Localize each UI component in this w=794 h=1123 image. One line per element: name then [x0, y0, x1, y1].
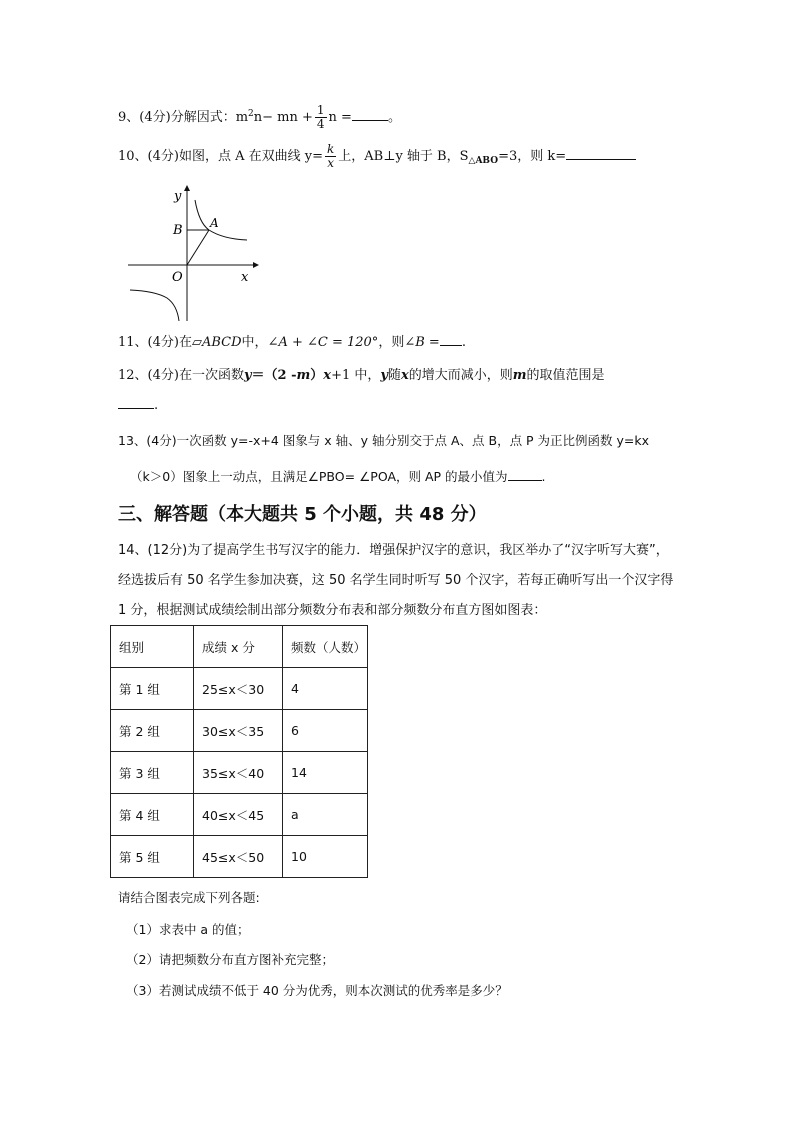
y-axis-arrow — [184, 185, 190, 191]
table-cell: 第 4 组 — [111, 794, 194, 836]
q9-number: 9、(4分) — [118, 110, 171, 125]
question-11 — [118, 331, 466, 350]
q12-text1: 在一次函数 — [178, 368, 244, 383]
section-title: 三、解答题（本大题共 5 个小题，共 48 分） — [118, 504, 487, 525]
table-cell: 4 — [283, 668, 368, 710]
table-row — [111, 710, 368, 752]
segment-oa — [187, 230, 209, 265]
q14-sub-question-2: （2）请把频数分布直方图补充完整； — [126, 952, 334, 967]
q9-fraction — [315, 104, 327, 131]
q11-answer-blank[interactable] — [440, 333, 462, 346]
q12-y2: y — [380, 368, 388, 383]
q14-prompt: 请结合图表完成下列各题: — [118, 890, 260, 905]
q12-text2: ＝（2 - — [251, 368, 297, 383]
q10-text2: 上，AB⊥y 轴于 B，S — [338, 149, 469, 164]
table-header: 频数（人数） — [283, 626, 368, 668]
table-row — [111, 668, 368, 710]
table-cell: 45≤x＜50 — [194, 836, 283, 878]
table-row — [111, 752, 368, 794]
table-cell: 30≤x＜35 — [194, 710, 283, 752]
q13-end: . — [541, 469, 546, 484]
q10-text1: 如图，点 A 在双曲线 y= — [178, 149, 323, 164]
table-cell: 第 1 组 — [111, 668, 194, 710]
q12-text3: ） — [310, 368, 324, 383]
table-row — [111, 836, 368, 878]
q10-fraction — [325, 143, 336, 170]
question-10 — [118, 143, 636, 170]
table-cell: a — [283, 794, 368, 836]
q14-text: 为了提高学生书写汉字的能力．增强保护汉字的意识，我区举办了“汉字听写大赛”，经选拔后有 50 名学生参加决赛，这 50 名学生同时听写 50 个汉字，若每正确听写出一个汉字得 1 分，根据测试成绩绘制出部分频数分布表和部分频数分布直方图如图表： — [118, 543, 674, 618]
table-row — [111, 794, 368, 836]
q11-text3: ，则 — [378, 335, 405, 350]
q12-text5: 随 — [387, 368, 401, 383]
q12-text6: 的增大而减小，则 — [408, 368, 513, 383]
q12-x: x — [323, 368, 332, 383]
q11-condition: ∠A + ∠C = 120° — [267, 335, 379, 350]
q11-end: . — [461, 335, 466, 350]
q12-text7: 的取值范围是 — [526, 368, 605, 383]
q11-parallelogram: ▱ABCD — [191, 335, 242, 350]
hyperbola-branch-1 — [195, 200, 247, 240]
q14-sub-question-1: （1）求表中 a 的值； — [126, 922, 250, 937]
q9-frac-num: 1 — [316, 103, 325, 117]
q9-expr1: m — [235, 110, 249, 125]
table-header: 组别 — [111, 626, 194, 668]
label-y: y — [174, 189, 182, 204]
q13-line2: （k＞0）图象上一动点，且满足∠PBO= ∠POA，则 AP 的最小值为 — [130, 469, 508, 484]
q12-number: 12、(4分) — [118, 368, 179, 383]
table-header-row — [111, 626, 368, 668]
q9-exponent: 2 — [248, 109, 254, 119]
table-cell: 第 5 组 — [111, 836, 194, 878]
q10-frac-den: x — [327, 156, 335, 170]
q14-sub-question-3: （3）若测试成绩不低于 40 分为优秀，则本次测试的优秀率是多少？ — [126, 983, 508, 998]
table-cell: 6 — [283, 710, 368, 752]
table-cell: 25≤x＜30 — [194, 668, 283, 710]
table-cell: 35≤x＜40 — [194, 752, 283, 794]
table-cell: 10 — [283, 836, 368, 878]
table-cell: 第 3 组 — [111, 752, 194, 794]
frequency-table — [110, 625, 368, 878]
q11-ask: ∠B = — [404, 335, 440, 350]
q12-m2: m — [512, 368, 527, 383]
label-b: B — [173, 223, 183, 238]
q11-text2: 中， — [241, 335, 268, 350]
q13-answer-blank[interactable] — [508, 468, 542, 481]
q12-answer-blank[interactable] — [118, 396, 154, 409]
q11-text1: 在 — [178, 335, 192, 350]
table-cell: 14 — [283, 752, 368, 794]
q13-line2-row — [130, 467, 546, 485]
q9-answer-blank[interactable] — [352, 108, 388, 121]
q12-m: m — [296, 368, 311, 383]
q13-line1: 一次函数 y=-x+4 图象与 x 轴、y 轴分别交于点 A、点 B，点 P 为正比例函数 y=kx — [176, 433, 650, 448]
label-x: x — [241, 270, 249, 285]
q9-expr2: n− mn + — [253, 110, 313, 125]
question-13 — [118, 431, 649, 449]
q10-subscript: △ABO — [468, 156, 499, 166]
q12-y: y — [243, 368, 252, 383]
label-a: A — [210, 216, 219, 230]
q9-expr3: n = — [328, 110, 352, 125]
table-cell: 40≤x＜45 — [194, 794, 283, 836]
table-header: 成绩 x 分 — [194, 626, 283, 668]
table-cell: 第 2 组 — [111, 710, 194, 752]
q12-end: . — [154, 398, 159, 413]
q9-frac-den: 4 — [316, 117, 325, 131]
q10-frac-num: k — [327, 142, 335, 156]
question-14 — [118, 536, 678, 626]
q10-answer-blank[interactable] — [566, 147, 636, 160]
q13-number: 13、(4分) — [118, 433, 177, 448]
q12-text4: +1 中， — [331, 368, 381, 383]
question-9 — [118, 104, 401, 131]
q9-prefix: 分解因式： — [170, 110, 236, 125]
x-axis-arrow — [253, 262, 259, 268]
q11-number: 11、(4分) — [118, 335, 179, 350]
q12-answer-line — [118, 396, 158, 413]
q10-text3: =3，则 k= — [498, 149, 567, 164]
q10-hyperbola-graph — [125, 183, 260, 323]
q10-number: 10、(4分) — [118, 149, 179, 164]
q12-x2: x — [400, 368, 409, 383]
question-12 — [118, 364, 605, 383]
q9-end: 。 — [387, 110, 401, 125]
hyperbola-branch-3 — [130, 290, 179, 321]
q14-number: 14、(12分) — [118, 543, 188, 558]
label-o: O — [172, 270, 183, 285]
